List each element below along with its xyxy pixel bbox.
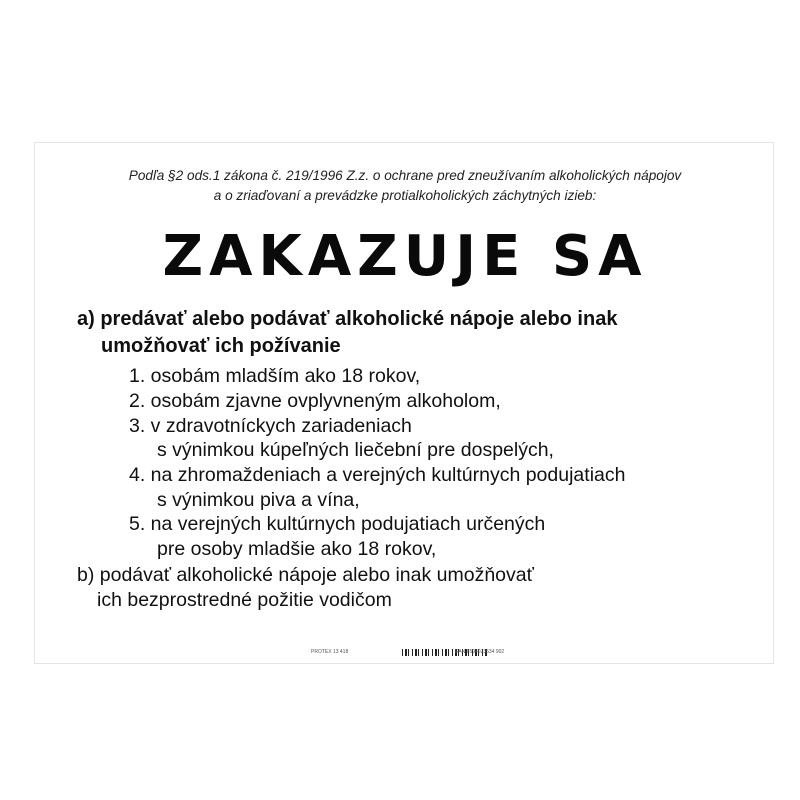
legal-reference — [35, 166, 775, 206]
item-4-continuation: s výnimkou piva a vína, — [157, 489, 360, 511]
item-2: 2. osobám zjavne ovplyvneným alkoholom, — [129, 390, 501, 412]
item-5-continuation: pre osoby mladšie ako 18 rokov, — [157, 538, 437, 560]
legal-reference-line-1: Podľa §2 ods.1 zákona č. 219/1996 Z.z. o ochrane pred zneužívaním alkoholických nápojov — [128, 168, 682, 183]
section-b-line-1: b) podávať alkoholické nápoje alebo inak umožňovať — [77, 564, 534, 586]
ean-code: EAN 8594023534 902 — [455, 649, 505, 655]
prohibition-sign — [34, 142, 774, 664]
section-a-line-1: a) predávať alebo podávať alkoholické nápoje alebo inak — [77, 308, 618, 330]
section-b-line-2: ich bezprostredné požitie vodičom — [97, 589, 392, 611]
item-3: 3. v zdravotníckych zariadeniach — [129, 415, 412, 437]
item-5: 5. na verejných kultúrnych podujatiach určených — [129, 513, 546, 535]
legal-reference-line-2: a o zriaďovaní a prevádzke protialkoholických záchytných izieb: — [213, 188, 597, 203]
item-1: 1. osobám mladším ako 18 rokov, — [129, 365, 421, 387]
item-4: 4. na zhromaždeniach a verejných kultúrnych podujatiach — [129, 464, 626, 486]
section-a-line-2: umožňovať ich požívanie — [101, 335, 341, 357]
product-code: PROTEX 13 418 — [311, 649, 349, 655]
item-3-continuation: s výnimkou kúpeľných liečební pre dospelých, — [157, 439, 554, 461]
headline: ZAKAZUJE SA — [162, 224, 648, 289]
